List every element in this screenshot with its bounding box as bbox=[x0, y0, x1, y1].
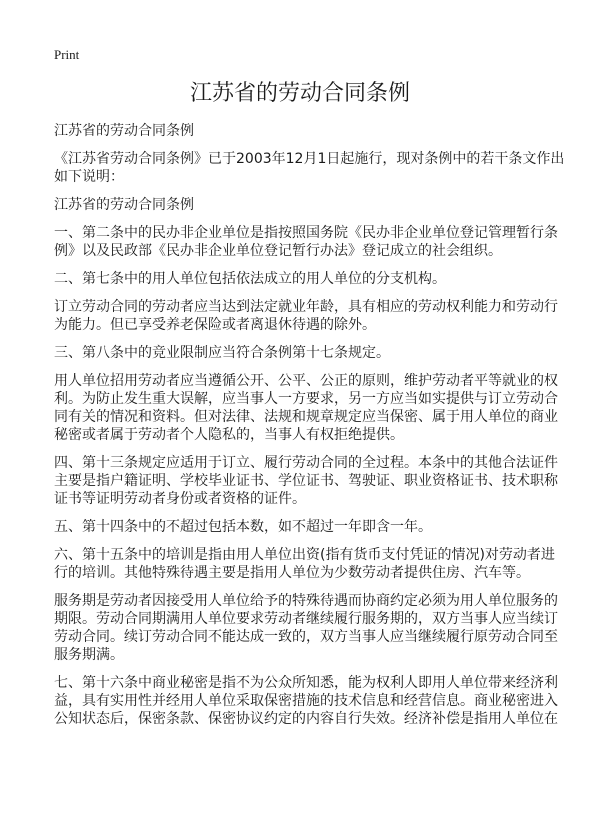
paragraph-line: 行的培训。其他特殊待遇主要是指用人单位为少数劳动者提供住房、汽车等。 bbox=[54, 565, 530, 581]
paragraph bbox=[54, 150, 564, 186]
print-link[interactable]: Print bbox=[54, 47, 80, 62]
paragraph-line: 期限。劳动合同期满用人单位要求劳动者继续履行服务期的，双方当事人应当续订 bbox=[54, 611, 558, 627]
paragraph bbox=[54, 454, 564, 508]
paragraph-line: 同有关的情况和资料。但对法律、法规和规章规定应当保密、属于用人单位的商业 bbox=[54, 409, 558, 425]
paragraph-line: 公知状态后，保密条款、保密协议约定的内容自行失效。经济补偿是指用人单位在 bbox=[54, 711, 558, 727]
paragraph-line: 六、第十五条中的培训是指由用人单位出资(指有货币支付凭证的情况)对劳动者进 bbox=[54, 547, 555, 563]
paragraph-line: 三、第八条中的竞业限制应当符合条例第十七条规定。 bbox=[54, 345, 390, 361]
paragraph-line: 秘密或者属于劳动者个人隐私的，当事人有权拒绝提供。 bbox=[54, 427, 404, 443]
paragraph-line: 服务期满。 bbox=[54, 647, 124, 663]
paragraph-line: 一、第二条中的民办非企业单位是指按照国务院《民办非企业单位登记管理暂行条 bbox=[54, 225, 558, 241]
paragraph-line: 服务期是劳动者因接受用人单位给予的特殊待遇而协商约定必须为用人单位服务的 bbox=[54, 593, 558, 609]
paragraph-line: 《江苏省劳动合同条例》已于2003年12月1日起施行，现对条例中的若干条文作出 bbox=[54, 151, 565, 167]
paragraph-line: 劳动合同。续订劳动合同不能达成一致的，双方当事人应当继续履行原劳动合同至 bbox=[54, 629, 558, 645]
paragraph-line: 利。为防止发生重大误解，应当事人一方要求，另一方应当如实提供与订立劳动合 bbox=[54, 391, 558, 407]
document-title: 江苏省的劳动合同条例 bbox=[189, 81, 410, 106]
paragraph bbox=[54, 224, 564, 260]
paragraph-line: 用人单位招用劳动者应当遵循公开、公平、公正的原则，维护劳动者平等就业的权 bbox=[54, 373, 558, 389]
paragraph-line: 为能力。但已享受养老保险或者离退休待遇的除外。 bbox=[54, 317, 376, 333]
document-body bbox=[54, 122, 564, 738]
paragraph-line: 江苏省的劳动合同条例 bbox=[54, 123, 194, 139]
paragraph bbox=[54, 546, 564, 582]
paragraph-line: 五、第十四条中的不超过包括本数，如不超过一年即含一年。 bbox=[54, 519, 432, 535]
paragraph bbox=[54, 344, 564, 362]
paragraph bbox=[54, 122, 564, 140]
paragraph bbox=[54, 518, 564, 536]
paragraph-line: 益，具有实用性并经用人单位采取保密措施的技术信息和经营信息。商业秘密进入 bbox=[54, 693, 558, 709]
paragraph-line: 例》以及民政部《民办非企业单位登记暂行办法》登记成立的社会组织。 bbox=[54, 243, 502, 259]
paragraph-line: 江苏省的劳动合同条例 bbox=[54, 197, 194, 213]
paragraph-line: 七、第十六条中商业秘密是指不为公众所知悉，能为权利人即用人单位带来经济利 bbox=[54, 675, 558, 691]
paragraph-line: 四、第十三条规定应适用于订立、履行劳动合同的全过程。本条中的其他合法证件 bbox=[54, 455, 558, 471]
paragraph bbox=[54, 298, 564, 334]
paragraph-line: 订立劳动合同的劳动者应当达到法定就业年龄，具有相应的劳动权利能力和劳动行 bbox=[54, 299, 558, 315]
paragraph-line: 二、第七条中的用人单位包括依法成立的用人单位的分支机构。 bbox=[54, 271, 446, 287]
paragraph bbox=[54, 592, 564, 664]
paragraph bbox=[54, 270, 564, 288]
paragraph-line: 主要是指户籍证明、学校毕业证书、学位证书、驾驶证、职业资格证书、技术职称 bbox=[54, 473, 558, 489]
paragraph-line: 如下说明： bbox=[54, 169, 124, 185]
paragraph bbox=[54, 196, 564, 214]
paragraph bbox=[54, 674, 564, 728]
paragraph bbox=[54, 372, 564, 444]
paragraph-line: 证书等证明劳动者身份或者资格的证件。 bbox=[54, 491, 306, 507]
